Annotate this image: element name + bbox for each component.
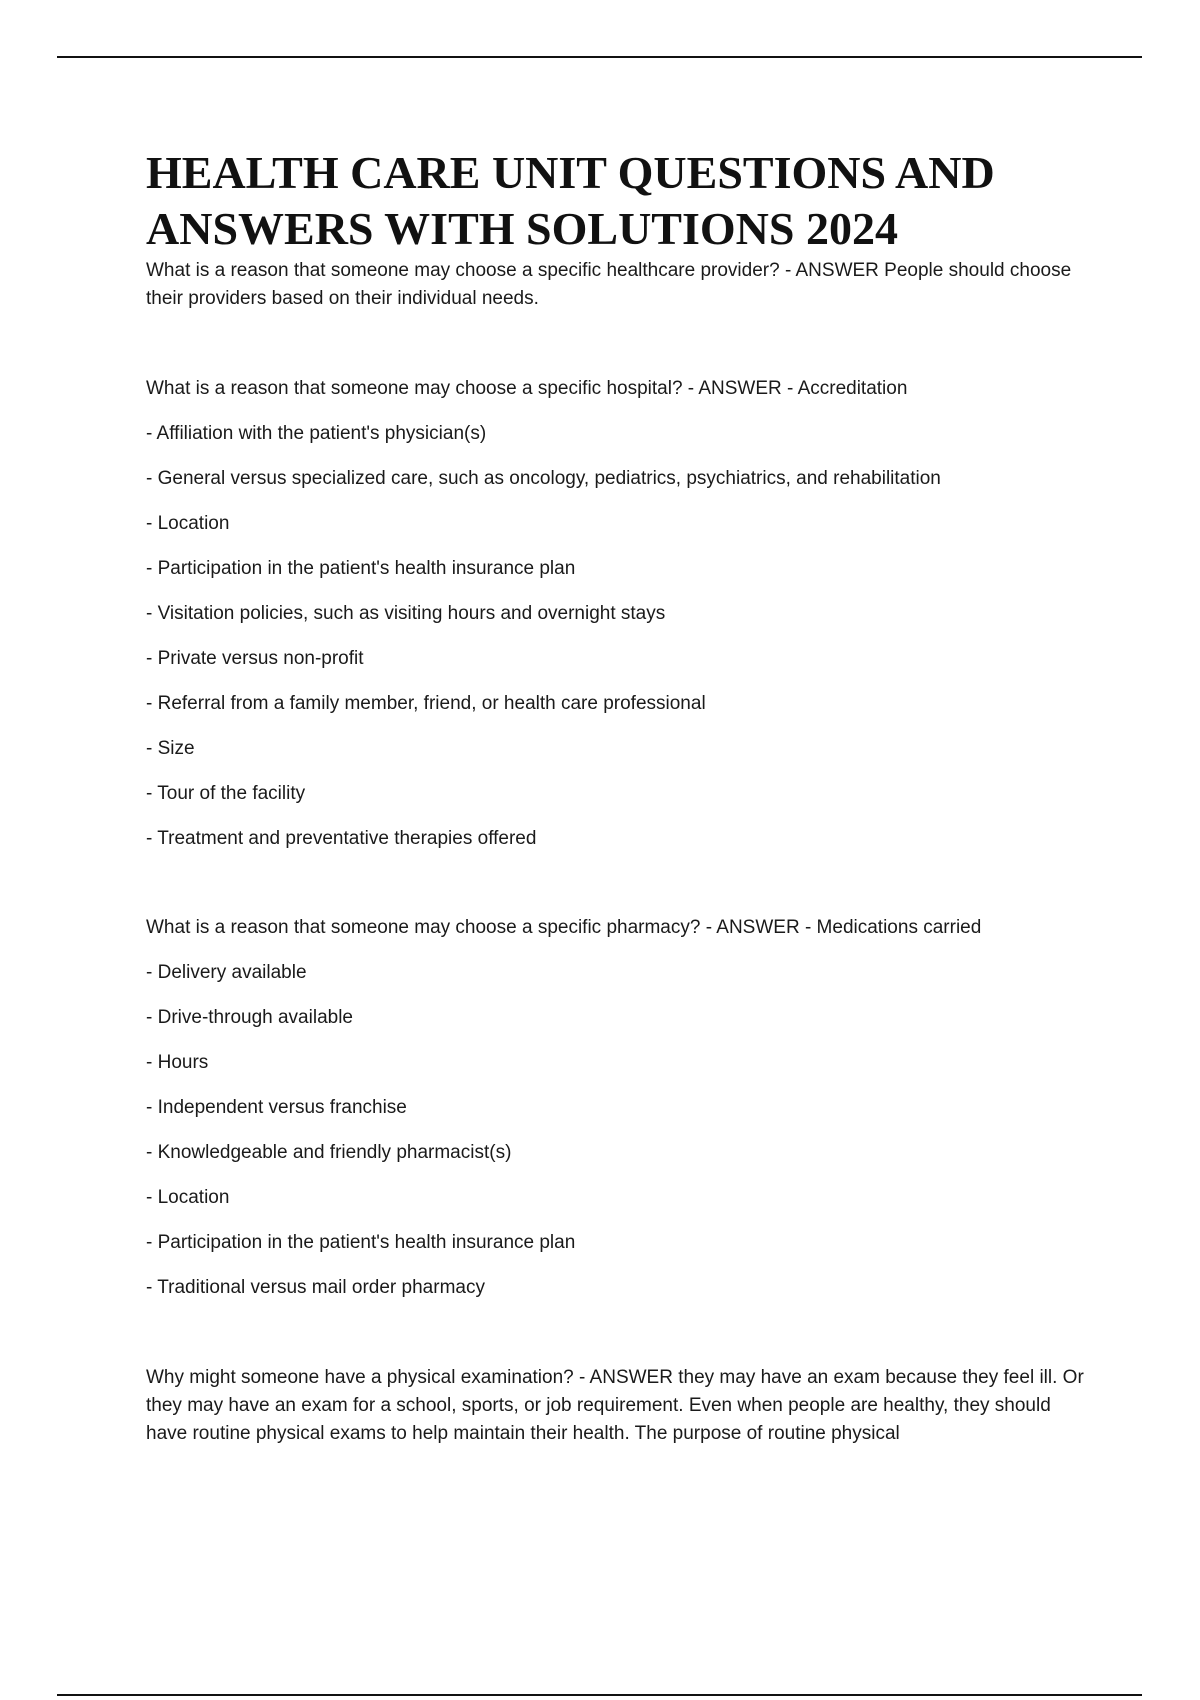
page-bottom-rule xyxy=(57,1694,1142,1696)
qa-hospital xyxy=(146,375,1086,870)
qa-provider: What is a reason that someone may choose a specific healthcare provider? - ANSWER People should choose their providers based on their individual needs. xyxy=(146,260,1072,309)
list-item: - Knowledgeable and friendly pharmacist(s) xyxy=(146,1142,512,1163)
list-item: - Affiliation with the patient's physician(s) xyxy=(146,423,487,444)
list-item: - Treatment and preventative therapies offered xyxy=(146,828,537,849)
page-top-rule xyxy=(57,56,1142,58)
list-item: - Independent versus franchise xyxy=(146,1097,407,1118)
list-item: - Referral from a family member, friend, or health care professional xyxy=(146,693,706,714)
list-item: - Private versus non-profit xyxy=(146,648,364,669)
qa-hospital-question: What is a reason that someone may choose a specific hospital? - ANSWER - Accreditation xyxy=(146,378,908,399)
list-item: - Drive-through available xyxy=(146,1007,353,1028)
list-item: - Hours xyxy=(146,1052,209,1073)
section-gap xyxy=(146,1319,1086,1364)
list-item: - Traditional versus mail order pharmacy xyxy=(146,1277,485,1298)
qa-pharmacy-question: What is a reason that someone may choose a specific pharmacy? - ANSWER - Medications carried xyxy=(146,917,982,938)
list-item: - Delivery available xyxy=(146,962,307,983)
qa-physical-exam: Why might someone have a physical examination? - ANSWER they may have an exam because they feel ill. Or they may have an exam for a school, sports, or job requirement. Even when people are healthy, they should have routine physical exams to help maintain their health. The purpose of routine physical xyxy=(146,1367,1084,1444)
list-item: - Participation in the patient's health insurance plan xyxy=(146,558,576,579)
list-item: - Participation in the patient's health insurance plan xyxy=(146,1232,576,1253)
document-body xyxy=(146,145,1086,1448)
document-title: HEALTH CARE UNIT QUESTIONS AND ANSWERS WITH SOLUTIONS 2024 xyxy=(146,147,995,254)
list-item: - Location xyxy=(146,1187,230,1208)
list-item: - Location xyxy=(146,513,230,534)
list-item: - Size xyxy=(146,738,195,759)
section-gap xyxy=(146,313,1086,375)
qa-pharmacy xyxy=(146,914,1086,1319)
list-item: - Visitation policies, such as visiting hours and overnight stays xyxy=(146,603,666,624)
section-gap xyxy=(146,870,1086,914)
list-item: - Tour of the facility xyxy=(146,783,306,804)
list-item: - General versus specialized care, such as oncology, pediatrics, psychiatrics, and rehabilitation xyxy=(146,468,941,489)
